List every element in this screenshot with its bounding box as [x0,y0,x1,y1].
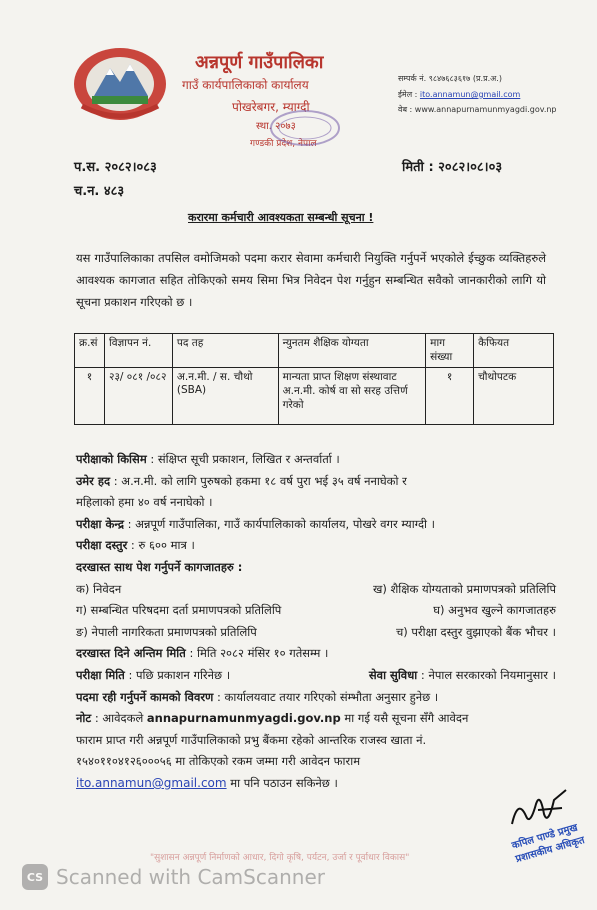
contact-phone: सम्पर्क नं. ९८४७६८३६१७ (प्र.प्र.अ.) [398,74,502,83]
age-label: उमेर हद [76,473,111,488]
signatory-stamp: कपिल पाण्डे प्रमुख प्रशासकीय अधिकृत [510,822,586,866]
documents-row-3 [76,622,556,644]
exam-fee-label: परीक्षा दस्तुर [76,538,128,553]
doc-a: क) निवेदन [76,581,122,596]
footer-slogan: "सुशासन अन्नपूर्ण निर्माणको आधार, दिगो कृषि, पर्यटन, उर्जा र पूर्वाधार विकास" [150,853,410,863]
office-stamp [268,108,342,148]
doc-b: ख) शैक्षिक योग्यताको प्रमाणपत्रको प्रतिलिपि [372,581,556,596]
col-remarks: कैफियत [474,334,554,368]
note-label: नोट [76,711,92,726]
facility [369,665,556,687]
doc-c: ग) सम्बन्धित परिषदमा दर्ता प्रमाणपत्रको प्रतिलिपि [76,603,282,618]
work-label: पदमा रही गर्नुपर्ने कामको विवरण [76,689,214,704]
exam-date [76,665,230,687]
note-url[interactable]: annapurnamunmyagdi.gov.np [146,711,341,726]
facility-label: सेवा सुविधा [368,667,418,682]
exam-fee-value: : रु ६०० मात्र । [127,538,195,553]
intro-paragraph: यस गाउँपालिकाका तपसिल वमोजिमको पदमा करार सेवामा कर्मचारी नियुक्ति गर्नुपर्ने भएकोले ईच्छुक व्यक्तिहरुले आवश्यक कागजात सहित तोकिएको समय सिमा भित्र निवेदन पेश गर्नुहुन सम्बन्धित सवैको जानकारीको लागि यो सूचना प्रकाशन गरिएको छ । [76,251,546,309]
doc-e: ङ) नेपाली नागरिकता प्रमाणपत्रको प्रतिलिपि [76,624,257,639]
col-demand: माग संख्या [426,334,474,368]
note-text-4: मा पनि पठाउन सकिनेछ । [226,775,338,790]
age-value: : अ.न.मी. को लागि पुरुषको हकमा १८ वर्ष पुरा भई ३५ वर्ष ननाघेको र [110,473,407,488]
facility-value: : नेपाल सरकारको नियमानुसार । [417,667,556,682]
camscanner-watermark [22,864,325,890]
notice-date: मिती : २०८२।०८।०३ [402,160,503,175]
cell-serial: १ [75,368,105,425]
col-serial: क्र.सं [75,334,105,368]
email-label: ईमेल : [398,90,418,99]
exam-date-label: परीक्षा मिति [76,667,125,682]
table-header-row [75,334,554,368]
patra-sankhya: प.स. २०८२।०८३ [74,160,157,175]
vacancy-table [74,333,554,425]
note-line-4 [76,773,556,795]
exam-date-value: : पछि प्रकाशन गरिनेछ । [124,667,231,682]
note-line-2: फाराम प्राप्त गरी अन्नपूर्ण गाउँपालिकाको प्रभु बैंकमा रहेको आन्तरिक राजस्व खाता नं. [76,732,427,747]
note-text-1b: मा गई यसै सूचना सँगै आवेदन [340,711,469,726]
exam-center-label: परीक्षा केन्द्र [76,516,124,531]
details-block [76,449,556,795]
contact-web: वेब : www.annapurnamunmyagdi.gov.np [398,105,557,114]
table-row [75,368,554,425]
province-name: गण्डकी प्रदेश, नेपाल [250,139,317,149]
exam-type-label: परीक्षाको किसिम [76,452,147,466]
cell-advert-no: २३/ ०८१ /०८२ [104,368,172,425]
work-value: : कार्यालयवाट तयार गरिएको संम्भौता अनुसार हुनेछ । [213,689,439,704]
org-name: अन्नपूर्ण गाउँपालिका [195,52,324,73]
documents-row-1 [76,579,556,601]
documents-row-2 [76,600,556,622]
notice-subject: करारमा कर्मचारी आवश्यकता सम्बन्धी सूचना ! [188,211,374,224]
cell-qualification: मान्यता प्राप्त शिक्षण संस्थावाट अ.न.मी. कोर्ष वा सो सरह उत्तिर्ण गरेको [278,368,426,425]
work-line [76,687,556,709]
col-post-level: पद तह [172,334,278,368]
note-text-1a: : आवेदकले [91,711,147,726]
age-line-2: महिलाको हमा ४० वर्ष ननाघेको । [76,495,213,510]
exam-date-facility-line [76,665,556,687]
office-location: पोखरेबगर, म्याग्दी [232,100,310,114]
note-line-1 [76,708,556,730]
deadline-label: दरखास्त दिने अन्तिम मिति [76,646,186,661]
col-qualification: न्युनतम शैक्षिक योग्यता [278,334,426,368]
note-email-link[interactable]: ito.annamun@gmail.com [76,775,227,790]
col-advert-no: विज्ञापन नं. [104,334,172,368]
note-line-3: १५४०११०४१२६०००५६ मा तोकिएको रकम जम्मा गरी आवेदन फाराम [76,754,361,769]
camscanner-text: Scanned with CamScanner [56,865,325,889]
exam-type-line [76,449,556,471]
chalani-number: च.न. ४८३ [74,184,125,199]
nepal-emblem-logo [72,44,168,124]
exam-fee-line [76,535,556,557]
documents-heading: दरखास्त साथ पेश गर्नुपर्ने कागजातहरु : [76,559,243,574]
exam-center-line [76,514,556,536]
deadline-line [76,643,556,665]
age-line [76,471,556,493]
cell-post-level: अ.न.मी. / स. चौथो (SBA) [172,368,278,425]
exam-type-value: : संक्षिप्त सूची प्रकाशन, लिखित र अन्तर्वार्ता । [146,452,340,466]
established-year: स्था. २०७३ [256,121,296,132]
camscanner-icon: CS [22,864,48,890]
contact-email [398,89,520,100]
deadline-value: : मिति २०८२ मंसिर १० गतेसम्म । [185,646,329,661]
doc-d: घ) अनुभव खुल्ने कागजातहरु [433,603,556,618]
doc-f: च) परीक्षा दस्तुर वुझाएको बैंक भौचर । [395,624,556,639]
cell-remarks: चौथोपटक [474,368,554,425]
email-link[interactable]: ito.annamun@gmail.com [419,90,521,99]
cell-demand: १ [426,368,474,425]
office-name: गाउँ कार्यपालिकाको कार्यालय [182,78,309,92]
exam-center-value: : अन्नपूर्ण गाउँपालिका, गाउँ कार्यपालिकाको कार्यालय, पोखरे वगर म्याग्दी । [123,516,436,531]
